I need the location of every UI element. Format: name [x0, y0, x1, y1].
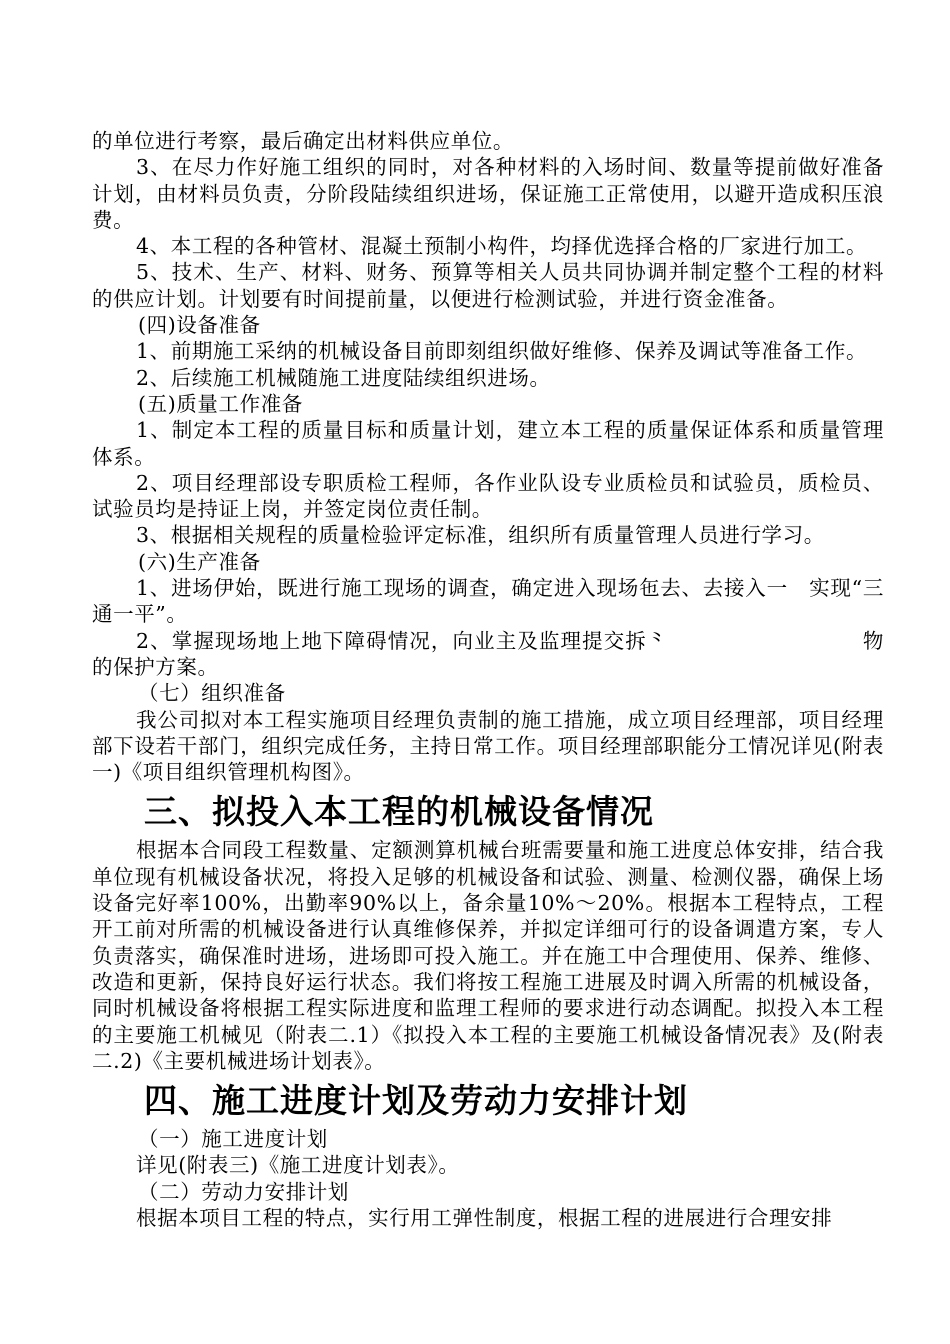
paragraph-materials-end: 的单位进行考察，最后确定出材料供应单位。	[92, 129, 514, 153]
paragraph-materials-4: 4、本工程的各种管材、混凝土预制小构件，均择优选择合格的厂家进行加工。	[136, 234, 868, 259]
paragraph-quality-1: 1、制定本工程的质量目标和质量计划，建立本工程的质量保证体系和质量管理体系。	[92, 418, 884, 469]
subheading-production: (六)生产准备	[138, 549, 261, 574]
paragraph-materials-5: 5、技术、生产、材料、财务、预算等相关人员共同协调并制定整个工程的材料的供应计划。计划要有时间提前量，以便进行检测试验，并进行资金准备。	[92, 260, 884, 311]
paragraph-organization: 我公司拟对本工程实施项目经理负责制的施工措施，成立项目经理部，项目经理部下设若干部门，组织完成任务，主持日常工作。项目经理部职能分工情况详见(附表一)《项目组织管理机构图》。	[92, 707, 884, 785]
paragraph-production-2: 2、掌握现场地上地下障碍情况，向业主及监理提交拆⺀ 物的保护方案。	[92, 628, 884, 679]
chapter-4-title: 四、施工进度计划及劳动力安排计划	[144, 1081, 688, 1121]
subheading-quality: (五)质量工作准备	[138, 391, 303, 416]
paragraph-equipment-2: 2、后续施工机械随施工进度陆续组织进场。	[136, 365, 551, 390]
chapter-3-title: 三、拟投入本工程的机械设备情况	[144, 792, 654, 832]
paragraph-schedule: 详见(附表三)《施工进度计划表》。	[136, 1153, 460, 1178]
paragraph-labor: 根据本项目工程的特点，实行用工弹性制度，根据工程的进展进行合理安排	[136, 1205, 833, 1230]
paragraph-equipment-1: 1、前期施工采纳的机械设备目前即刻组织做好维修、保养及调试等准备工作。	[136, 339, 868, 364]
paragraph-materials-3: 3、在尽力作好施工组织的同时，对各种材料的入场时间、数量等提前做好准备计划，由材料员负责，分阶段陆续组织进场，保证施工正常使用，以避开造成积压浪费。	[92, 155, 884, 232]
subheading-schedule: （一）施工进度计划	[138, 1127, 328, 1152]
paragraph-quality-2: 2、项目经理部设专职质检工程师，各作业队设专业质检员和试验员，质检员、试验员均是持证上岗，并签定岗位责任制。	[92, 470, 884, 522]
document-page	[92, 128, 884, 1231]
subheading-organization: （七）组织准备	[138, 681, 286, 706]
subheading-equipment: (四)设备准备	[138, 313, 261, 338]
subheading-labor: （二）劳动力安排计划	[138, 1179, 349, 1204]
paragraph-quality-3: 3、根据相关规程的质量检验评定标准，组织所有质量管理人员进行学习。	[136, 523, 825, 548]
paragraph-production-1: 1、进场伊始，既进行施工现场的调查，确定进入现场㐌去、去接入一 实现“三通一平”。	[92, 576, 884, 627]
chapter-3-body: 根据本合同段工程数量、定额测算机械台班需要量和施工进度总体安排，结合我单位现有机械设备状况，将投入足够的机械设备和试验、测量、检测仪器，确保上场设备完好率100%，出勤率90%以上，备余量10%～20%。根据本工程特点，工程开工前对所需的机械设备进行认真维修保养，并拟定详细可行的设备调遣方案，专人负责落实，确保准时进场，进场即可投入施工。并在施工中合理使用、保养、维修、改造和更新，保持良好运行状态。我们将按工程施工进展及时调入所需的机械设备，同时机械设备将根据工程实际进度和监理工程师的要求进行动态调配。拟投入本工程的主要施工机械见（附表二.1）《拟投入本工程的主要施工机械设备情况表》及(附表二.2)《主要机械进场计划表》。	[92, 838, 884, 1073]
